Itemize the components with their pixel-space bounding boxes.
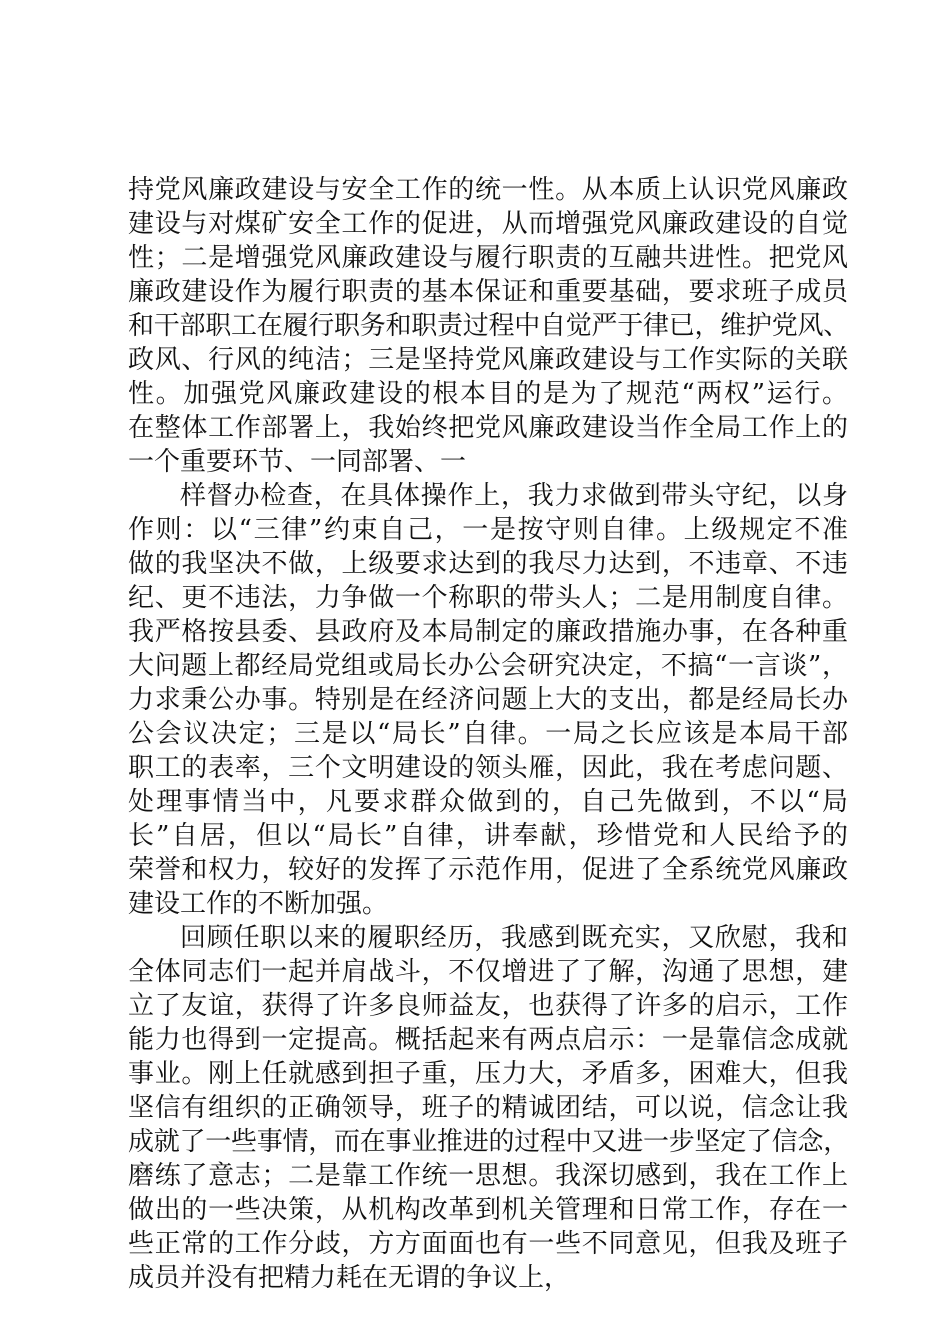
paragraph-first-line: 样督办检查，在具体操作上，我力求做到带头守纪，以身 (180, 481, 848, 511)
text-line: 长”自居，但以“局长”自律，讲奉献，珍惜党和人民给予的 (128, 821, 848, 851)
text-line: 性；二是增强党风廉政建设与履行职责的互融共进性。把党风 (128, 243, 848, 273)
text-line: 持党风廉政建设与安全工作的统一性。从本质上认识党风廉政 (128, 175, 848, 205)
text-line: 立了友谊，获得了许多良师益友，也获得了许多的启示，工作 (128, 991, 848, 1021)
text-line: 坚信有组织的正确领导，班子的精诚团结，可以说，信念让我 (128, 1093, 848, 1123)
text-line: 公会议决定；三是以“局长”自律。一局之长应该是本局干部 (128, 719, 848, 749)
text-line: 和干部职工在履行职务和职责过程中自觉严于律已，维护党风、 (128, 311, 850, 341)
paragraph-first-line: 回顾任职以来的履职经历，我感到既充实，又欣慰，我和 (180, 923, 848, 953)
text-line: 能力也得到一定提高。概括起来有两点启示：一是靠信念成就 (128, 1025, 848, 1055)
text-line: 荣誉和权力，较好的发挥了示范作用，促进了全系统党风廉政 (128, 855, 848, 885)
text-line: 建设与对煤矿安全工作的促进，从而增强党风廉政建设的自觉 (128, 209, 848, 239)
text-line: 力求秉公办事。特别是在经济问题上大的支出，都是经局长办 (128, 685, 848, 715)
text-line: 建设工作的不断加强。 (128, 889, 389, 919)
text-line: 在整体工作部署上，我始终把党风廉政建设当作全局工作上的 (128, 413, 848, 443)
text-line: 纪、更不违法，力争做一个称职的带头人；二是用制度自律。 (128, 583, 848, 613)
text-line: 磨练了意志；二是靠工作统一思想。我深切感到，我在工作上 (128, 1161, 848, 1191)
text-line: 政风、行风的纯洁；三是坚持党风廉政建设与工作实际的关联 (128, 345, 848, 375)
text-line: 廉政建设作为履行职责的基本保证和重要基础，要求班子成员 (128, 277, 848, 307)
text-line: 成员并没有把精力耗在无谓的争议上， (128, 1263, 571, 1293)
text-line: 处理事情当中，凡要求群众做到的，自己先做到，不以“局 (128, 787, 848, 817)
text-line: 全体同志们一起并肩战斗，不仅增进了了解，沟通了思想，建 (128, 957, 848, 987)
text-line: 事业。刚上任就感到担子重，压力大，矛盾多，困难大，但我 (128, 1059, 848, 1089)
text-line: 做出的一些决策，从机构改革到机关管理和日常工作，存在一 (128, 1195, 848, 1225)
text-line: 作则：以“三律”约束自己，一是按守则自律。上级规定不准 (128, 515, 848, 545)
text-line: 性。加强党风廉政建设的根本目的是为了规范“两权”运行。 (128, 379, 848, 409)
text-line: 我严格按县委、县政府及本局制定的廉政措施办事，在各种重 (128, 617, 848, 647)
body-text (128, 173, 848, 1295)
text-line: 成就了一些事情，而在事业推进的过程中又进一步坚定了信念， (128, 1127, 850, 1157)
text-line: 大问题上都经局党组或局长办公会研究决定，不搞“一言谈”， (128, 651, 848, 681)
text-line: 做的我坚决不做，上级要求达到的我尽力达到，不违章、不违 (128, 549, 848, 579)
text-line: 职工的表率，三个文明建设的领头雁，因此，我在考虑问题、 (128, 753, 848, 783)
text-line: 一个重要环节、一同部署、一 (128, 447, 467, 477)
text-line: 些正常的工作分歧，方方面面也有一些不同意见，但我及班子 (128, 1229, 848, 1259)
